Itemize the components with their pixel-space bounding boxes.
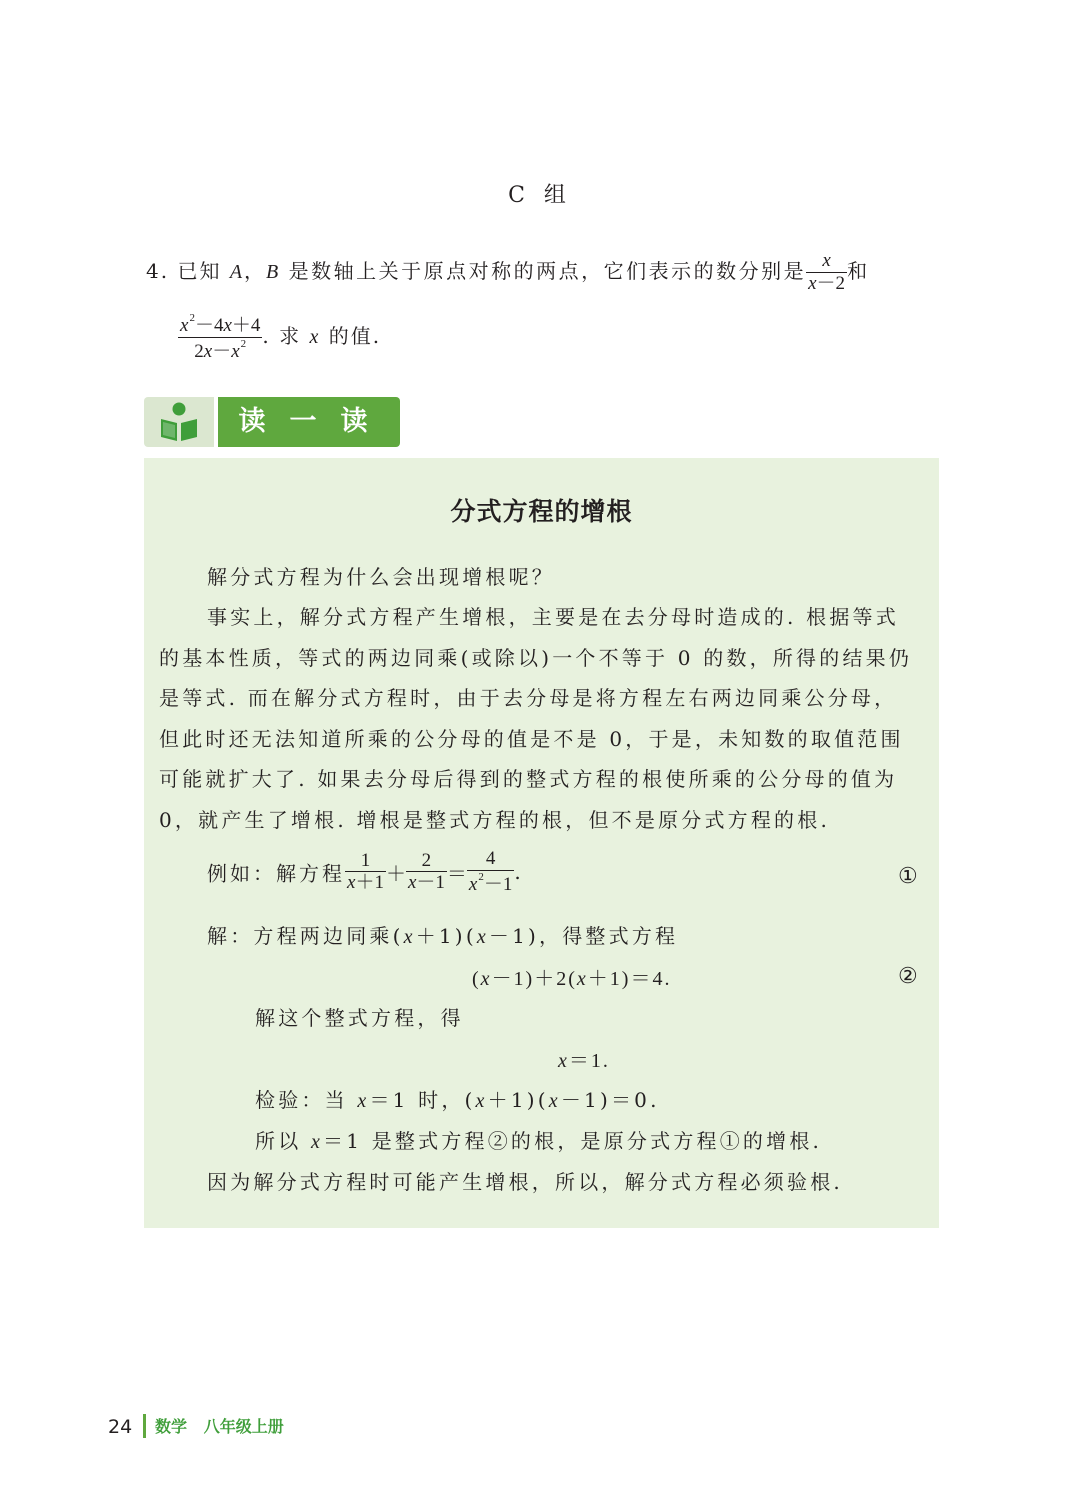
variable-x: x [357, 1090, 370, 1112]
eq1-f2-den-var: x [407, 872, 417, 894]
exercise-4 [146, 248, 946, 363]
group-heading: C 组 [508, 183, 572, 208]
eq1-fraction-3 [467, 848, 514, 896]
panel-title: 分式方程的增根 [450, 497, 633, 526]
example-label: 例如：解方程 [207, 861, 345, 886]
fraction-2-num-x: x [180, 315, 189, 336]
point-b: B [266, 261, 281, 283]
marker-1: ① [898, 864, 918, 889]
variable-x: x [310, 1131, 324, 1153]
eq1-f1-den: ＋1 [355, 872, 384, 894]
fraction-2-den-part: － [212, 340, 232, 362]
equals-sign: ＝ [446, 863, 467, 886]
fraction-2-num-part: ＋4 [231, 315, 261, 336]
integral-equation [472, 958, 671, 999]
fraction-1 [806, 250, 847, 295]
eq1-fraction-2 [406, 850, 447, 895]
eq1-f1-numerator: 1 [345, 850, 386, 873]
variable-x: x [576, 968, 588, 990]
reading-person-book-icon [144, 397, 214, 447]
exponent: 2 [240, 337, 247, 350]
variable-x: x [475, 1090, 488, 1112]
solve-line: 解这个整式方程，得 [255, 1006, 464, 1030]
fraction-2-den-x: x [203, 340, 213, 362]
solution-text: －1)，得整式方程 [488, 924, 679, 948]
check-text: －1)＝0. [560, 1088, 660, 1112]
result-value: ＝1. [568, 1050, 610, 1072]
variable-x: x [548, 1090, 561, 1112]
eq1-f2-numerator: 2 [406, 850, 447, 873]
exponent: 2 [478, 870, 484, 883]
variable-x: x [476, 926, 489, 948]
fraction-2 [178, 312, 262, 363]
book-title: 数学 八年级上册 [155, 1417, 284, 1436]
example-equation-1 [207, 848, 524, 896]
exercise-and: 和 [847, 259, 870, 283]
read-icon-box [144, 397, 214, 447]
marker-2: ② [898, 964, 918, 989]
so-text: ＝1 是整式方程②的根，是原分式方程①的增根. [323, 1129, 823, 1153]
point-a: A [229, 261, 245, 283]
solution-text: ＋1)( [415, 924, 477, 948]
period: . [514, 859, 524, 884]
fraction-2-num-x: x [223, 315, 232, 336]
check-text: ＋1)( [487, 1088, 549, 1112]
paragraph-question: 解分式方程为什么会出现增根呢？ [207, 565, 555, 589]
exercise-text: 是数轴上关于原点对称的两点，它们表示的数分别是 [288, 259, 807, 283]
eq2-part: ＋1)＝4. [587, 968, 672, 990]
exercise-text: . 求 [262, 323, 302, 348]
solution-line [207, 916, 977, 958]
paragraph-line: 0，就产生了增根. 增根是整式方程的根，但不是原分式方程的根. [159, 807, 830, 832]
variable-x: x [309, 325, 321, 348]
paragraph-line: 的基本性质，等式的两边同乘(或除以)一个不等于 0 的数，所得的结果仍 [159, 645, 913, 670]
fraction-1-numerator: x [822, 250, 831, 272]
paragraph-line: 事实上，解分式方程产生增根，主要是在去分母时造成的. 根据等式 [207, 605, 899, 629]
so-line [255, 1121, 1025, 1163]
check-text: ＝1 时，( [369, 1088, 476, 1112]
fraction-2-den-x: x [231, 340, 240, 362]
paragraph-line: 但此时还无法知道所乘的公分母的值是不是 0，于是，未知数的取值范围 [159, 726, 904, 751]
variable-x: x [558, 1050, 569, 1072]
exercise-number: 4. [146, 259, 170, 283]
footer-divider [143, 1414, 146, 1438]
solution-text: 解：方程两边同乘( [207, 924, 404, 948]
exponent: 2 [189, 312, 195, 324]
eq1-f3-den: －1 [483, 873, 513, 895]
eq1-f3-den-var: x [468, 873, 478, 895]
eq1-fraction-1 [345, 850, 386, 895]
paragraph-line: 是等式. 而在解分式方程时，由于去分母是将方程左右两边同乘公分母， [159, 686, 898, 710]
eq1-f2-den: －1 [416, 872, 445, 894]
fraction-2-num-part: －4 [194, 315, 224, 336]
eq1-f1-den-var: x [347, 872, 356, 894]
result-line [558, 1040, 610, 1081]
fraction-2-den-part: 2 [194, 340, 204, 362]
variable-x: x [480, 968, 492, 990]
read-title-box [218, 397, 400, 447]
separator: ， [244, 259, 267, 283]
exercise-text: 的值. [328, 323, 382, 348]
check-line [255, 1080, 1025, 1122]
plus-sign: ＋ [385, 863, 406, 886]
conclusion-line: 因为解分式方程时可能产生增根，所以，解分式方程必须验根. [207, 1170, 843, 1194]
eq2-part: －1)＋2( [491, 968, 577, 990]
so-text: 所以 [255, 1129, 302, 1153]
eq2-part: ( [472, 968, 481, 990]
read-title: 读一读 [238, 406, 392, 437]
page-number: 24 [108, 1416, 133, 1438]
exercise-text: 已知 [177, 259, 222, 283]
fraction-1-denominator: －2 [816, 273, 846, 294]
eq1-f3-numerator: 4 [467, 848, 514, 871]
variable-x: x [403, 926, 416, 948]
paragraph-line: 可能就扩大了. 如果去分母后得到的整式方程的根使所乘的公分母的值为 [159, 767, 898, 791]
check-text: 检验：当 [255, 1088, 348, 1112]
fraction-1-denominator-var: x [808, 273, 817, 294]
